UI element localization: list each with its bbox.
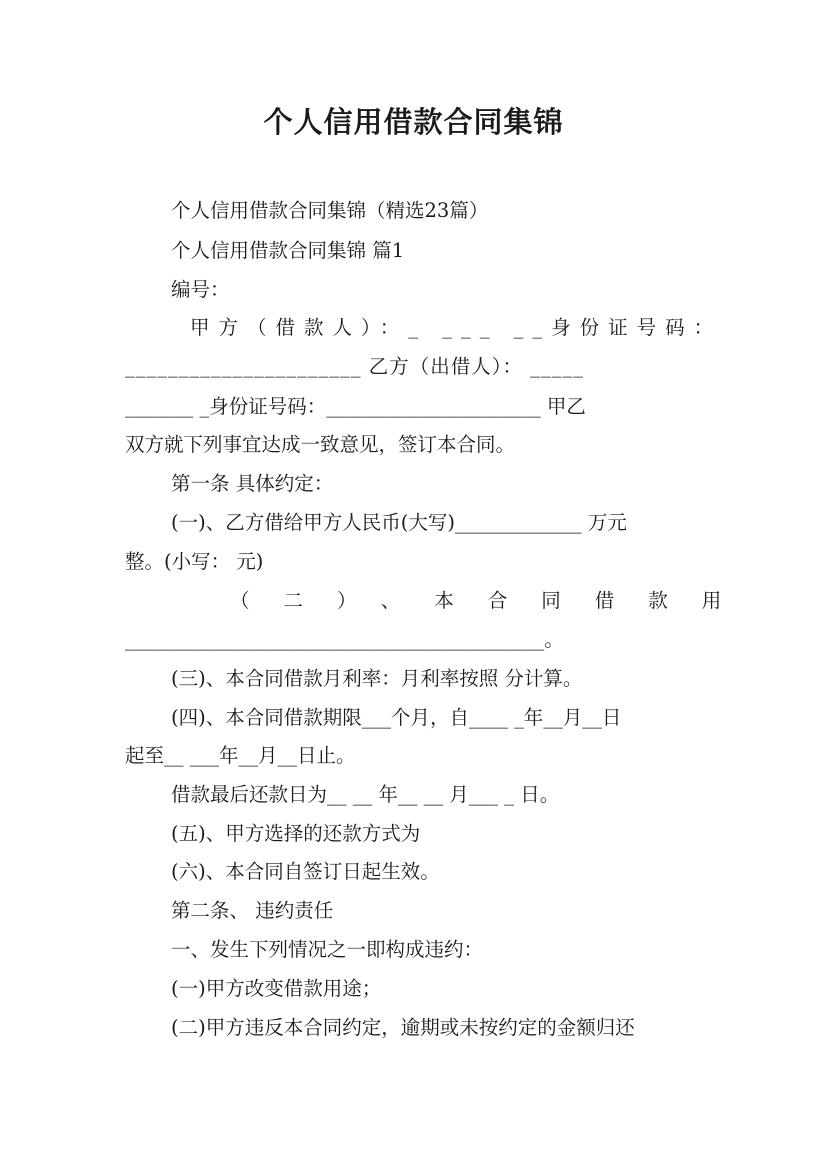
clause-four-cont: 起至__ ___年__月__日止。 — [125, 744, 356, 767]
clause-one: (一)、乙方借给甲方人民币(大写)_____________ 万元 — [171, 511, 627, 534]
clause-two: （二）、本合同借款用 — [230, 589, 756, 612]
clause-three: (三)、本合同借款月利率：月利率按照 分计算。 — [171, 667, 583, 690]
number-label: 编号： — [171, 278, 230, 301]
clause-five: (五)、甲方选择的还款方式为 — [171, 822, 421, 845]
breach-item-two: (二)甲方违反本合同约定，逾期或未按约定的金额归还 — [171, 1016, 635, 1039]
clause-four: (四)、本合同借款期限___个月，自____ _年__月__日 — [171, 706, 622, 729]
article-one-heading: 第一条 具体约定： — [171, 472, 334, 495]
party-b-id-line: _______ _身份证号码：______________________ 甲乙 — [125, 395, 586, 418]
party-a-line: 甲方（借款人）：_ ___ __身份证号码： — [190, 316, 723, 339]
clause-six: (六)、本合同自签订日起生效。 — [171, 860, 440, 883]
clause-one-cont: 整。(小写： 元) — [125, 550, 264, 573]
document-title: 个人信用借款合同集锦 — [263, 105, 564, 139]
article-two-heading: 第二条、 违约责任 — [171, 899, 334, 922]
party-b-line: ______________________ 乙方（出借人）： _____ — [125, 355, 584, 378]
agreement-line: 双方就下列事宜达成一致意见，签订本合同。 — [125, 433, 516, 456]
final-repayment-line: 借款最后还款日为__ __ 年__ __ 月___ _ 日。 — [171, 783, 560, 806]
clause-two-cont: ___________________________________________。 — [125, 628, 564, 651]
breach-item-one: (一)甲方改变借款用途； — [171, 977, 382, 1000]
section-heading: 个人信用借款合同集锦 篇1 — [171, 239, 405, 262]
breach-intro: 一、发生下列情况之一即构成违约： — [171, 938, 484, 961]
subtitle-line: 个人信用借款合同集锦（精选23篇） — [171, 199, 489, 222]
